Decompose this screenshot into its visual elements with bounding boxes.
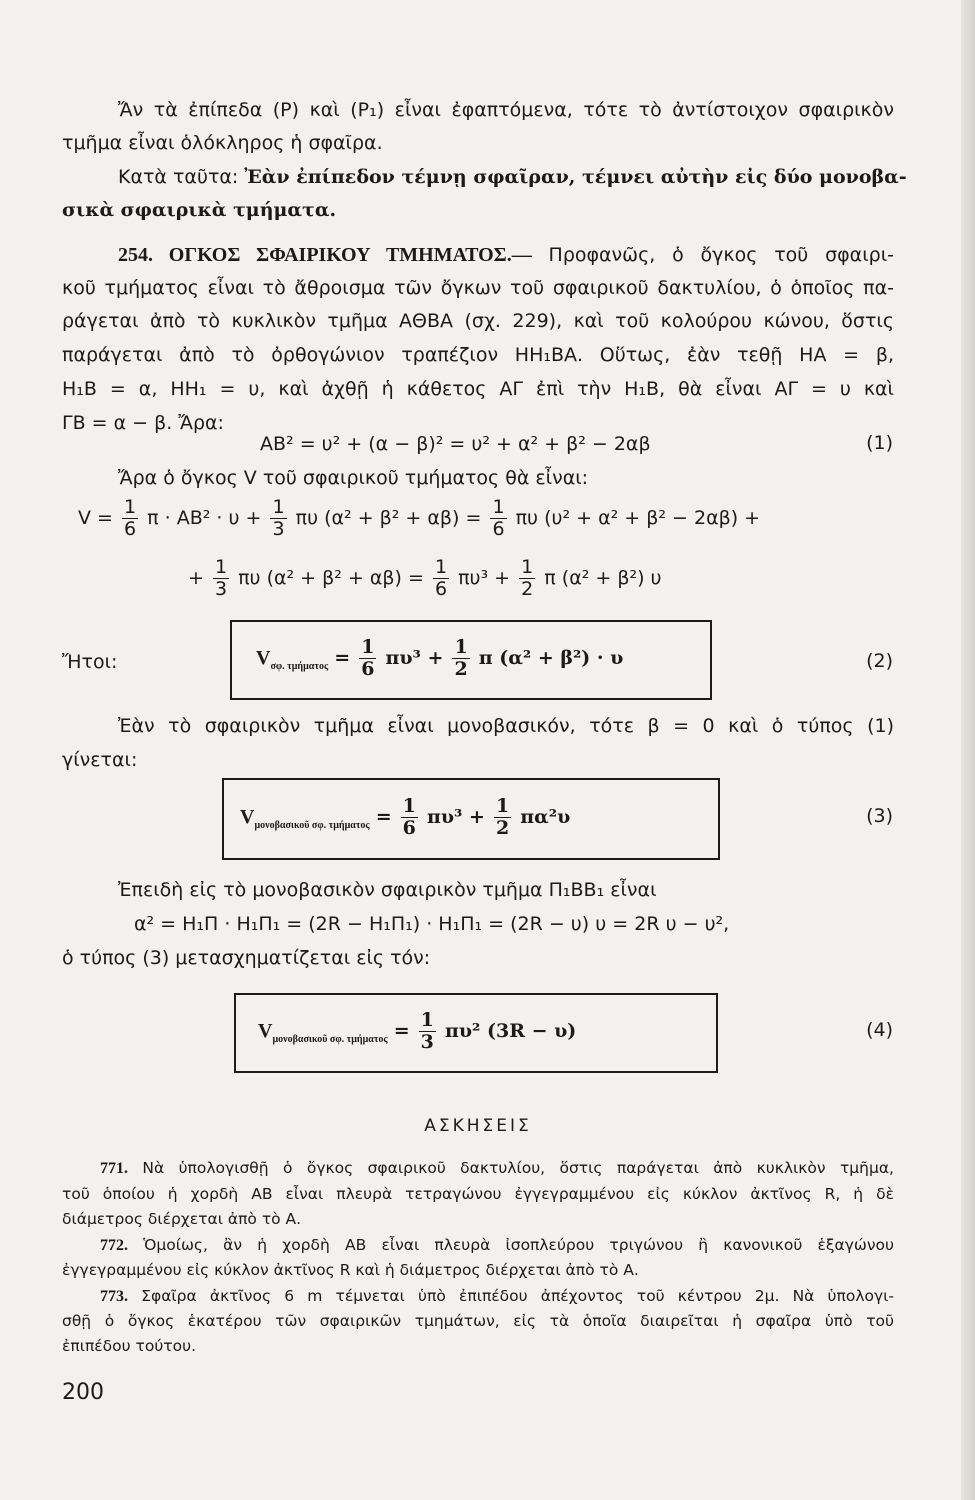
formula-4-term-1: πυ² (3R − υ) — [444, 1020, 577, 1042]
exercise-773-line-2: σθῇ ὁ ὄγκος ἑκατέρου τῶν σφαιρικῶν τμημάτων, εἰς τὰ ὁποῖα διαιρεῖται ἡ σφαῖρα ὑπὸ τοῦ — [62, 1312, 894, 1330]
fraction-one-sixth: $\frac{1}{6}$ — [361, 636, 375, 680]
exercise-773-line-3: ἐπιπέδου τούτου. — [62, 1337, 197, 1355]
section-line-6: ΓΒ = α − β. Ἄρα: — [62, 412, 224, 434]
since-line-2: α² = Η₁Π · Η₁Π₁ = (2R − Η₁Π₁) · Η₁Π₁ = (2R − υ) υ = 2R υ − υ², — [134, 913, 730, 935]
exercises-heading: ΑΣΚΗΣΕΙΣ — [424, 1116, 532, 1136]
derivation-term-1: π · ΑΒ² · υ + — [147, 507, 262, 529]
derivation-plus: + — [188, 567, 204, 589]
since-line-3: ὁ τύπος (3) μετασχηματίζεται εἰς τόν: — [62, 947, 431, 969]
intro-bold-statement: Ἐὰν ἐπίπεδον τέμνῃ σφαῖραν, τέμνει αὐτὴν εἰς δύο μονοβα- — [244, 166, 907, 188]
intro-plain: Κατὰ ταῦτα: — [118, 166, 239, 188]
formula-2-label: Ἤτοι: — [62, 651, 118, 673]
formula-3-box — [222, 778, 720, 860]
section-line-5: Η₁Β = α, ΗΗ₁ = υ, καὶ ἀχθῇ ἡ κάθετος ΑΓ ἐπὶ τὴν Η₁Β, θὰ εἶναι ΑΓ = υ καὶ — [62, 378, 894, 400]
formula-3-number: (3) — [866, 805, 893, 827]
formula-2-number: (2) — [866, 650, 893, 672]
exercise-771-line-3: διάμετρος διέρχεται ἀπὸ τὸ Α. — [62, 1210, 302, 1228]
fraction-one-sixth: $\frac{1}{6}$ — [402, 795, 416, 839]
volume-symbol: V — [258, 1020, 273, 1042]
section-text-1: Προφανῶς, ὁ ὄγκος τοῦ σφαιρι- — [548, 244, 894, 266]
derivation-lhs: V = — [78, 507, 113, 529]
volume-subscript: μονοβασικοῦ σφ. τμήματος — [272, 1034, 388, 1045]
fraction-one-third: $\frac{1}{3}$ — [272, 496, 285, 540]
exercise-773-line-1 — [100, 1285, 894, 1308]
derivation-term-5: πυ³ + — [458, 567, 511, 589]
exercise-771-line-1 — [100, 1157, 894, 1180]
since-line-1: Ἐπειδὴ εἰς τὸ μονοβασικὸν σφαιρικὸν τμῆμα Π₁ΒΒ₁ εἶναι — [118, 879, 657, 901]
exercise-771-text: Νὰ ὑπολογισθῇ ὁ ὄγκος σφαιρικοῦ δακτυλίου, ὅστις παράγεται ἀπὸ κυκλικὸν τμῆμα, — [142, 1159, 894, 1177]
monobasic-line-1: Ἐὰν τὸ σφαιρικὸν τμῆμα εἶναι μονοβασικόν, τότε β = 0 καὶ ὁ τύπος (1) — [118, 715, 894, 737]
volume-symbol: V — [256, 647, 271, 669]
exercise-773-text: Σφαῖρα ἀκτῖνος 6 m τέμνεται ὑπὸ ἐπιπέδου ἀπέχοντος τοῦ κέντρου 2μ. Νὰ ὑπολογι- — [141, 1287, 894, 1305]
formula-3-term-2: πα²υ — [520, 806, 571, 828]
equation-1-number: (1) — [866, 432, 893, 454]
section-line-3: ράγεται ἀπὸ τὸ κυκλικὸν τμῆμα ΑΘΒΑ (σχ. 229), καὶ τοῦ κολούρου κώνου, ὅστις — [62, 310, 894, 332]
formula-2-box — [230, 620, 712, 700]
intro-line-3 — [118, 165, 907, 189]
volume-intro: Ἄρα ὁ ὄγκος V τοῦ σφαιρικοῦ τμήματος θὰ εἶναι: — [118, 467, 589, 489]
formula-3 — [240, 795, 570, 848]
fraction-one-half: $\frac{1}{2}$ — [521, 556, 534, 600]
exercise-772-line-2: ἐγγεγραμμένου εἰς κύκλον ἀκτῖνος R καὶ ἡ διάμετρος διέρχεται ἀπὸ τὸ Α. — [62, 1261, 639, 1279]
equals-sign: = — [375, 806, 392, 828]
fraction-one-half: $\frac{1}{2}$ — [495, 795, 510, 839]
fraction-one-half: $\frac{1}{2}$ — [454, 636, 468, 680]
derivation-term-3: πυ (υ² + α² + β² − 2αβ) + — [515, 507, 761, 529]
formula-2 — [256, 636, 623, 689]
page-edge — [961, 0, 975, 1500]
formula-3-term-1: πυ³ + — [426, 806, 485, 828]
fraction-one-sixth: $\frac{1}{6}$ — [492, 496, 505, 540]
exercise-772-line-1 — [100, 1234, 894, 1257]
fraction-one-third: $\frac{1}{3}$ — [420, 1009, 434, 1053]
derivation-row-1 — [78, 496, 898, 540]
equals-sign: = — [334, 647, 351, 669]
page-number: 200 — [62, 1380, 104, 1405]
intro-line-4: σικὰ σφαιρικὰ τμήματα. — [62, 199, 337, 221]
volume-subscript: σφ. τμήματος — [270, 661, 329, 672]
volume-subscript: μονοβασικοῦ σφ. τμήματος — [254, 820, 370, 831]
formula-4 — [258, 1009, 576, 1062]
fraction-one-sixth: $\frac{1}{6}$ — [434, 556, 448, 600]
formula-4-number: (4) — [866, 1019, 893, 1041]
section-line-4: παράγεται ἀπὸ τὸ ὀρθογώνιον τραπέζιον ΗΗ₁ΒΑ. Οὕτως, ἐὰν τεθῇ ΗΑ = β, — [62, 344, 894, 366]
monobasic-line-2: γίνεται: — [62, 749, 138, 771]
derivation-term-4: πυ (α² + β² + αβ) = — [238, 567, 424, 589]
derivation-term-6: π (α² + β²) υ — [544, 567, 662, 589]
fraction-one-sixth: $\frac{1}{6}$ — [124, 496, 137, 540]
exercise-772-text: Ὁμοίως, ἂν ἡ χορδὴ ΑΒ εἶναι πλευρὰ ἰσοπλεύρου τριγώνου ἢ κανονικοῦ ἑξαγώνου — [143, 1236, 894, 1254]
exercise-771-line-2: τοῦ ὁποίου ἡ χορδὴ ΑΒ εἶναι πλευρὰ τετραγώνου ἐγγεγραμμένου εἰς κύκλον ἀκτῖνος R, ἡ δὲ — [62, 1185, 894, 1203]
exercise-772-number: 772. — [100, 1237, 128, 1254]
volume-symbol: V — [240, 806, 255, 828]
exercise-773-number: 773. — [100, 1288, 128, 1305]
intro-line-1: Ἄν τὰ ἐπίπεδα (Ρ) καὶ (Ρ₁) εἶναι ἐφαπτόμενα, τότε τὸ ἀντίστοιχον σφαιρικὸν — [118, 99, 894, 121]
derivation-row-2 — [188, 556, 828, 600]
derivation-term-2: πυ (α² + β² + αβ) = — [295, 507, 482, 529]
equals-sign: = — [393, 1020, 410, 1042]
section-heading: 254. ΟΓΚΟΣ ΣΦΑΙΡΙΚΟΥ ΤΜΗΜΑΤΟΣ.— — [118, 244, 532, 266]
formula-2-term-1: πυ³ + — [385, 647, 444, 669]
section-line-1 — [118, 243, 894, 267]
intro-line-2: τμῆμα εἶναι ὁλόκληρος ἡ σφαῖρα. — [62, 132, 383, 154]
formula-2-term-2: π (α² + β²) · υ — [478, 647, 624, 669]
exercise-771-number: 771. — [100, 1160, 128, 1177]
equation-1: ΑΒ² = υ² + (α − β)² = υ² + α² + β² − 2αβ — [260, 433, 651, 455]
section-line-2: κοῦ τμήματος εἶναι τὸ ἄθροισμα τῶν ὄγκων τοῦ σφαιρικοῦ δακτυλίου, ὁ ὁποῖος πα- — [62, 277, 894, 299]
fraction-one-third: $\frac{1}{3}$ — [214, 556, 228, 600]
formula-4-box — [234, 993, 718, 1073]
